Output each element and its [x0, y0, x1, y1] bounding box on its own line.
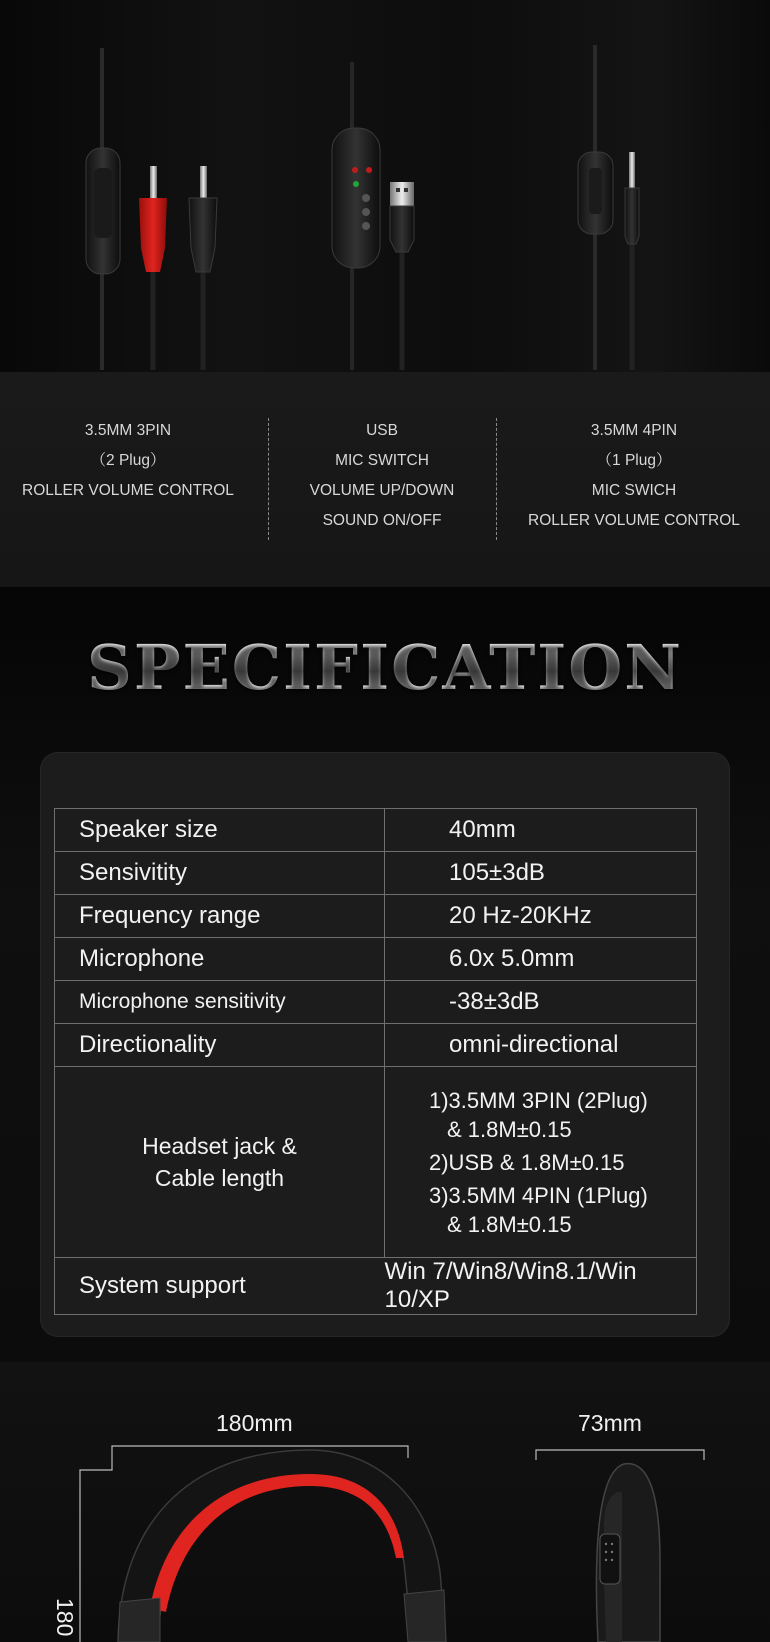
spec-label: System support [55, 1258, 385, 1315]
connector-usb-text [282, 416, 482, 536]
cable-item-line: 3)3.5MM 4PIN (1Plug) [429, 1182, 648, 1208]
width-dimension: 180mm [216, 1410, 293, 1436]
spec-value: 20 Hz-20KHz [385, 895, 697, 938]
dimension-section [0, 1362, 770, 1642]
four-pin-cable-image [578, 45, 639, 370]
connector-line: （1 Plug） [596, 452, 672, 469]
connector-line: MIC SWITCH [335, 452, 429, 469]
spec-label [55, 1067, 385, 1258]
cable-item-line: 1)3.5MM 3PIN (2Plug) [429, 1087, 648, 1113]
usb-cable-image [332, 62, 414, 370]
connector-line: 3.5MM 4PIN [590, 422, 678, 439]
specification-section [0, 587, 770, 1362]
table-row [55, 809, 697, 852]
cable-item [429, 1181, 696, 1239]
three-pin-cable-image [86, 48, 217, 370]
spec-label: Directionality [55, 1024, 385, 1067]
table-row [55, 852, 697, 895]
connector-line: （2 Plug） [90, 452, 166, 469]
spec-label: Sensivitity [55, 852, 385, 895]
cable-photo [0, 0, 770, 372]
spec-value: omni-directional [385, 1024, 697, 1067]
height-dimension: 180 [52, 1598, 78, 1637]
divider [496, 418, 497, 540]
table-row [55, 895, 697, 938]
spec-value: Win 7/Win8/Win8.1/Win 10/XP [385, 1258, 697, 1315]
spec-table [54, 808, 697, 1315]
cable-label-line: Cable length [154, 1165, 285, 1191]
connector-line: USB [366, 422, 398, 439]
connector-line: SOUND ON/OFF [322, 512, 442, 529]
depth-dimension: 73mm [578, 1410, 642, 1436]
table-row [55, 1258, 697, 1315]
connector-line: MIC SWICH [591, 482, 677, 499]
divider [268, 418, 269, 540]
spec-card [40, 752, 730, 1337]
connector-descriptions [0, 372, 770, 587]
spec-value: 105±3dB [385, 852, 697, 895]
connector-3pin-text [12, 416, 244, 506]
cable-item-line: & 1.8M±0.15 [447, 1211, 572, 1237]
cable-item [429, 1086, 696, 1144]
cable-label-line: Headset jack & [142, 1133, 297, 1159]
connector-4pin-text [512, 416, 756, 536]
spec-value: -38±3dB [385, 981, 697, 1024]
table-row [55, 1067, 697, 1258]
spec-label: Microphone sensitivity [55, 981, 385, 1024]
table-row [55, 938, 697, 981]
spec-value [385, 1067, 697, 1258]
spec-label: Microphone [55, 938, 385, 981]
cable-item-line: 2)USB & 1.8M±0.15 [429, 1149, 625, 1175]
connector-line: ROLLER VOLUME CONTROL [528, 512, 740, 529]
connector-line: ROLLER VOLUME CONTROL [22, 482, 234, 499]
table-row [55, 981, 697, 1024]
spec-value: 40mm [385, 809, 697, 852]
headset-dimension-illustration [0, 1362, 770, 1642]
cable-item [429, 1148, 696, 1177]
spec-label: Speaker size [55, 809, 385, 852]
table-row [55, 1024, 697, 1067]
spec-label: Frequency range [55, 895, 385, 938]
cable-item-line: & 1.8M±0.15 [447, 1116, 572, 1142]
connector-line: VOLUME UP/DOWN [309, 482, 455, 499]
connector-line: 3.5MM 3PIN [84, 422, 172, 439]
section-title: SPECIFICATION [0, 631, 770, 704]
spec-value: 6.0x 5.0mm [385, 938, 697, 981]
